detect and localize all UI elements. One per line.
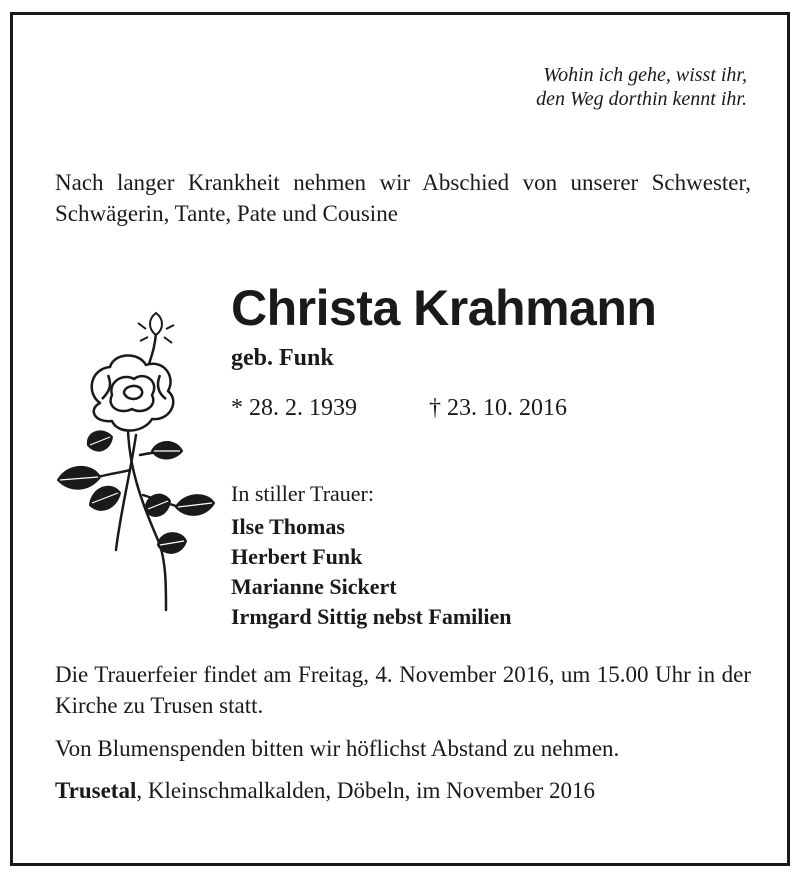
deceased-name: Christa Krahmann xyxy=(231,280,657,336)
mourner-name: Irmgard Sittig nebst Familien xyxy=(231,604,512,629)
quote-line-2: den Weg dorthin kennt ihr. xyxy=(536,88,747,110)
quote-line-1: Wohin ich gehe, wisst ihr, xyxy=(543,64,747,86)
rose-icon xyxy=(48,295,223,615)
intro-text: Nach langer Krankheit nehmen wir Abschied von unserer Schwester, Schwägerin, Tante, Pate und Cousine xyxy=(55,170,751,226)
mourner-name: Herbert Funk xyxy=(231,544,363,569)
maiden-name: geb. Funk xyxy=(231,345,334,371)
place-rest: , Kleinschmalkalden, Döbeln, im November 2016 xyxy=(136,778,595,803)
obituary-frame xyxy=(10,12,790,866)
flowers-note: Von Blumenspenden bitten wir höflichst Abstand zu nehmen. xyxy=(55,736,620,761)
death-date: † 23. 10. 2016 xyxy=(429,395,567,421)
mourner-name: Ilse Thomas xyxy=(231,514,345,539)
place-town: Trusetal xyxy=(55,778,137,803)
ceremony-text: Die Trauerfeier findet am Freitag, 4. November 2016, um 15.00 Uhr in der Kirche zu Trusen statt. xyxy=(55,662,751,718)
mourner-name: Marianne Sickert xyxy=(231,574,397,599)
place-and-date xyxy=(55,775,751,806)
mourning-label: In stiller Trauer: xyxy=(231,481,374,506)
epigraph-quote xyxy=(536,63,747,111)
birth-date: * 28. 2. 1939 xyxy=(231,395,357,421)
mourners-list xyxy=(231,512,512,632)
